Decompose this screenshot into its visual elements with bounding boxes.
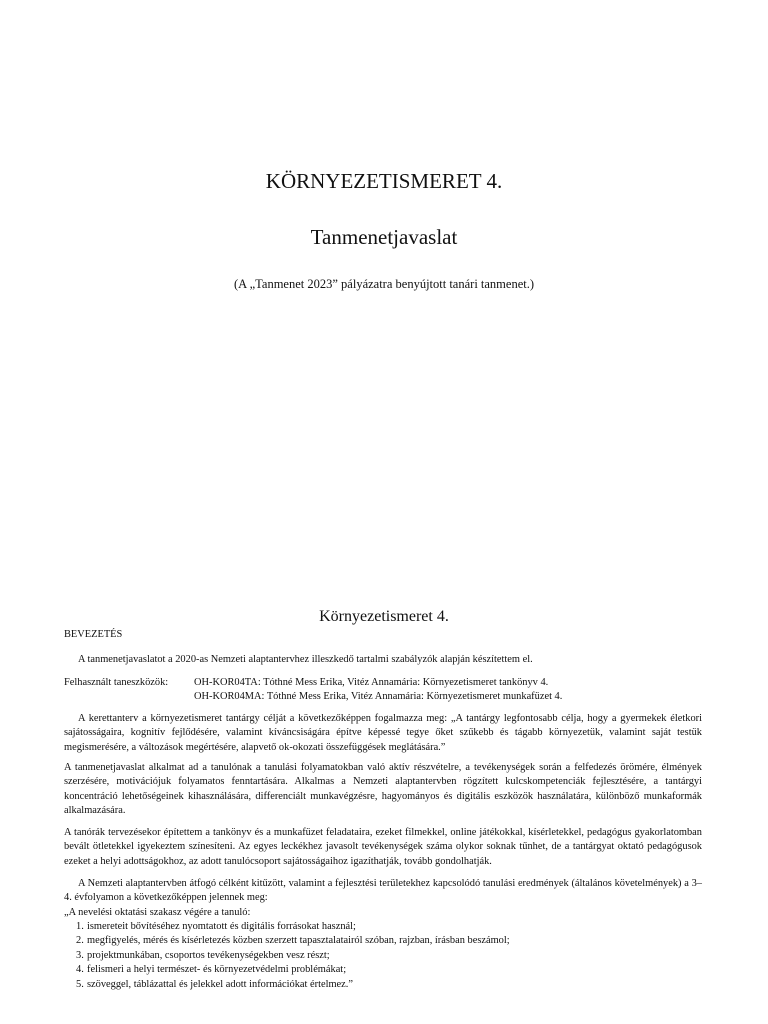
section-title: Környezetismeret 4. xyxy=(319,608,449,625)
list-text: megfigyelés, mérés és kísérletezés közben szerzett tapasztalatairól szóban, rajzban, írásban beszámol; xyxy=(87,935,510,947)
goals-list xyxy=(64,920,702,992)
cover-title: KÖRNYEZETISMERET 4. xyxy=(265,169,503,193)
goal-paragraph: A kerettanterv a környezetismeret tantárgy célját a következőképpen fogalmazza meg: „A tantárgy legfontosabb célja, hogy a gyermekek életkori sajátosságaira, kognitív fejlődésére, valamint kíváncsiságára építve képessé tegye őket szűkebb és tágabb környezetük, valamint saját testük megismerésére, a változások megértésére, alapvető ok-okozati összefüggések meglátására.” xyxy=(64,713,702,753)
list-text: projektmunkában, csoportos tevékenységekben vesz részt; xyxy=(87,949,330,961)
list-number: 1. xyxy=(76,921,84,932)
list-item xyxy=(76,978,702,992)
cover-note: (A „Tanmenet 2023” pályázatra benyújtott tanári tanmenet.) xyxy=(233,277,535,291)
list-number: 2. xyxy=(76,935,84,947)
list-number: 5. xyxy=(76,978,84,990)
list-item xyxy=(76,949,702,963)
list-text: ismereteit bővítéséhez nyomtatott és digitális forrásokat használ; xyxy=(87,921,356,932)
list-item xyxy=(76,920,702,934)
list-text: szöveggel, táblázattal és jelekkel adott információkat értelmez.” xyxy=(87,978,353,990)
tool-item: OH-KOR04TA: Tóthné Mess Erika, Vitéz Annamária: Környezetismeret tankönyv 4. xyxy=(194,677,549,688)
tools-block xyxy=(64,676,702,705)
list-number: 3. xyxy=(76,949,84,961)
list-item xyxy=(76,963,702,977)
tools-label-spacer xyxy=(64,690,194,704)
tool-row xyxy=(64,676,702,690)
list-number: 4. xyxy=(76,964,84,976)
planning-paragraph: A tanórák tervezésekor építettem a tankönyv és a munkafüzet feladataira, ezeket filmekkel, online játékokkal, kísérletekkel, pedagógus gyakorlatomban bevált ötletekkel igyekeztem színesíteni. Az egyes leckékhez javasolt tevékenységek száma olykor soknak tűnhet, de a tantárgyat oktató pedagógusok ezeket a helyi adottságokhoz, az adott tanulócsoport sajátosságaihoz igazíthatják, tovább gondolhatják. xyxy=(64,827,702,867)
tool-item: OH-KOR04MA: Tóthné Mess Erika, Vitéz Annamária: Környezetismeret munkafüzet 4. xyxy=(194,691,563,703)
tools-label: Felhasznált taneszközök: xyxy=(64,677,169,688)
quote-intro: „A nevelési oktatási szakasz végére a tanuló: xyxy=(64,907,251,918)
method-paragraph: A tanmenetjavaslat alkalmat ad a tanulónak a tanulási folyamatokban való aktív részvételre, a tevékenységek során a felfedezés örömére, élmények szerzésére, motivációjuk folyamatos fenntartására. Alkalmas a Nemzeti alaptantervben rögzített kulcskompetenciák fejlesztésére, a tantárgyi koncentráció lehetőségeinek kihasználására, differenciált munkavégzésre, hagyományos és digitális eszközök használatára, különböző munkaformák alkalmazására. xyxy=(64,762,702,817)
intro-paragraph: A tanmenetjavaslatot a 2020-as Nemzeti alaptantervhez illeszkedő tartalmi szabályzók alapján készítettem el. xyxy=(78,654,533,665)
tool-row xyxy=(64,690,702,704)
section-heading: BEVEZETÉS xyxy=(64,629,123,640)
list-text: felismeri a helyi természet- és környezetvédelmi problémákat; xyxy=(87,964,347,976)
outcomes-paragraph: A Nemzeti alaptantervben átfogó célként kitűzött, valamint a fejlesztési területekhez kapcsolódó tanulási eredmények (általános követelmények) a 3–4. évfolyamon a következőképpen jelennek meg: xyxy=(64,878,702,904)
list-item xyxy=(76,934,702,948)
cover-subtitle: Tanmenetjavaslat xyxy=(310,225,458,249)
